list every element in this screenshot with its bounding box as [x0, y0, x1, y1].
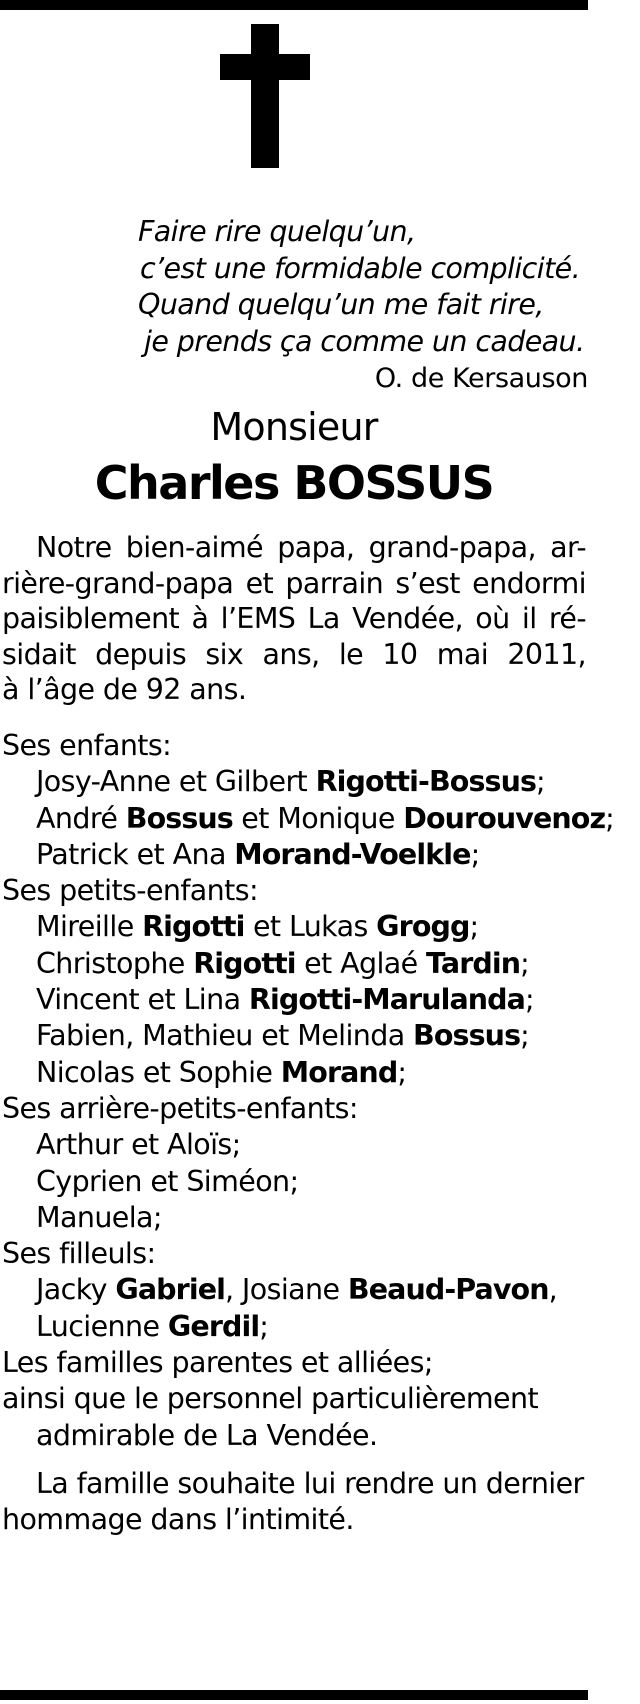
announcement-line: à l’âge de 92 ans.: [2, 673, 247, 706]
quote-author: O. de Kersauson: [374, 363, 588, 394]
family-line: Nicolas et Sophie Morand;: [36, 1055, 407, 1089]
godchildren-heading: Ses filleuls:: [2, 1237, 156, 1271]
family-line: Arthur et Aloïs;: [36, 1128, 241, 1162]
salutation: Monsieur: [210, 405, 378, 449]
family-line: Josy-Anne et Gilbert Rigotti-Bossus;: [36, 765, 546, 799]
family-line: Christophe Rigotti et Aglaé Tardin;: [36, 946, 530, 980]
family-line: André Bossus et Monique Dourouvenoz;: [36, 801, 615, 835]
quote-line: Faire rire quelqu’un,: [138, 215, 416, 248]
great-grandchildren-heading: Ses arrière-petits-enfants:: [2, 1091, 358, 1125]
family-line: Patrick et Ana Morand-Voelkle;: [36, 837, 480, 871]
quote-line: je prends ça comme un cadeau.: [144, 324, 585, 358]
announcement-line: sidait depuis six ans, le 10 mai 2011,: [2, 637, 586, 671]
family-line: Mireille Rigotti et Lukas Grogg;: [36, 910, 479, 944]
quote-line: Quand quelqu’un me fait rire,: [138, 288, 544, 321]
closing-line: hommage dans l’intimité.: [2, 1503, 354, 1536]
announcement-paragraph: [2, 530, 586, 708]
epigraph-quote: [138, 214, 590, 360]
top-rule: [0, 0, 588, 10]
closing-line: La famille souhaite lui rendre un dernier: [36, 1467, 584, 1500]
deceased-name: Charles BOSSUS: [94, 456, 494, 510]
family-list: [2, 728, 615, 1454]
closing-paragraph: [2, 1466, 588, 1538]
announcement-line: Notre bien-aimé papa, grand-papa, ar-: [36, 531, 586, 564]
cross-icon: [220, 24, 310, 168]
staff-line: ainsi que le personnel particulièrement: [2, 1382, 539, 1416]
family-line: Fabien, Mathieu et Melinda Bossus;: [36, 1019, 530, 1053]
announcement-line: rière-grand-papa et parrain s’est endormi: [2, 566, 586, 600]
family-line: Jacky Gabriel, Josiane Beaud-Pavon,: [36, 1273, 558, 1307]
family-line: Cyprien et Siméon;: [36, 1164, 299, 1198]
relatives-line: Les familles parentes et alliées;: [2, 1346, 433, 1380]
children-heading: Ses enfants:: [2, 729, 172, 762]
grandchildren-heading: Ses petits-enfants:: [2, 874, 258, 908]
family-line: Lucienne Gerdil;: [36, 1309, 269, 1343]
staff-line: admirable de La Vendée.: [36, 1418, 378, 1452]
bottom-rule: [0, 1690, 588, 1700]
announcement-line: paisiblement à l’EMS La Vendée, où il ré-: [2, 602, 586, 635]
family-line: Vincent et Lina Rigotti-Marulanda;: [36, 983, 535, 1017]
quote-line: c’est une formidable complicité.: [140, 251, 581, 285]
family-line: Manuela;: [36, 1200, 162, 1234]
